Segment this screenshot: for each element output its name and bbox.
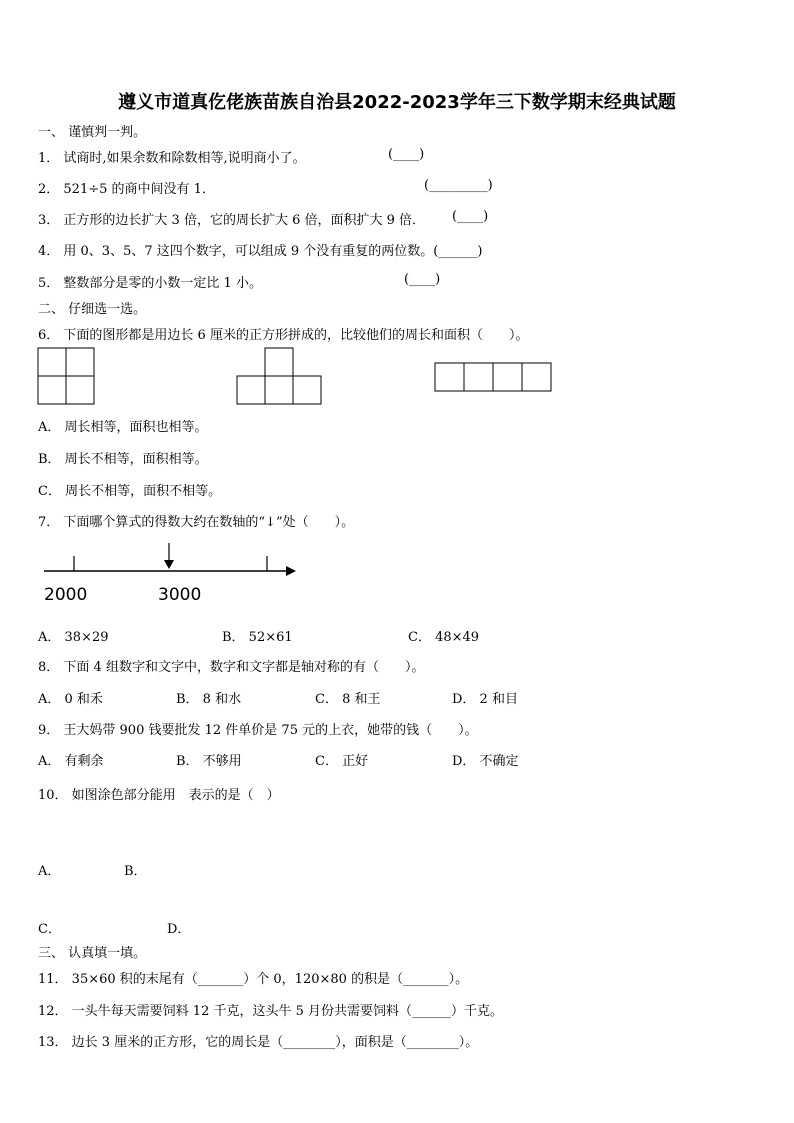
section-heading-3: 三、 认真填一填。 xyxy=(38,946,147,961)
q9-option-a[interactable]: A． 有剩余 xyxy=(38,754,104,769)
question-9: 9． 王大妈带 900 钱要批发 12 件单价是 75 元的上衣，她带的钱（ ）。 xyxy=(38,723,478,738)
question-12: 12． 一头牛每天需要饲料 12 千克，这头牛 5 月份共需要饲料（______）千克。 xyxy=(38,1004,504,1019)
answer-blank-5[interactable]: (____) xyxy=(404,272,441,287)
q10-option-b[interactable]: B． xyxy=(124,864,147,879)
q7-option-a[interactable]: A． 38×29 xyxy=(38,630,109,645)
q6-option-b[interactable]: B． 周长不相等，面积相等。 xyxy=(38,452,208,467)
q6-option-a[interactable]: A． 周长相等，面积也相等。 xyxy=(38,420,208,435)
question-4: 4． 用 0、3、5、7 这四个数字，可以组成 9 个没有重复的两位数。(______) xyxy=(38,244,483,259)
q7-option-b[interactable]: B． 52×61 xyxy=(222,630,293,645)
q8-option-d[interactable]: D． 2 和目 xyxy=(452,692,518,707)
question-7: 7． 下面哪个算式的得数大约在数轴的“↓”处（ ）。 xyxy=(38,515,355,530)
q8-option-c[interactable]: C． 8 和王 xyxy=(315,692,381,707)
q6-figure-1x4-strip xyxy=(434,362,554,394)
q10-option-d[interactable]: D． xyxy=(167,922,191,937)
question-11: 11． 35×60 积的末尾有（_______）个 0，120×80 的积是（_______）。 xyxy=(38,972,469,987)
question-6: 6． 下面的图形都是用边长 6 厘米的正方形拼成的，比较他们的周长和面积（ ）。 xyxy=(38,328,529,343)
q6-option-c[interactable]: C． 周长不相等，面积不相等。 xyxy=(38,484,222,499)
q9-option-b[interactable]: B． 不够用 xyxy=(176,754,242,769)
q10-option-a[interactable]: A． xyxy=(38,864,61,879)
question-1: 1． 试商时,如果余数和除数相等,说明商小了。 xyxy=(38,151,306,166)
question-8: 8． 下面 4 组数字和文字中，数字和文字都是轴对称的有（ ）。 xyxy=(38,660,425,675)
axis-label-3000: 3000 xyxy=(158,585,202,605)
section-heading-1: 一、 谨慎判一判。 xyxy=(38,125,147,140)
q7-number-line xyxy=(38,540,300,606)
q9-option-d[interactable]: D． 不确定 xyxy=(452,754,519,769)
q9-option-c[interactable]: C． 正好 xyxy=(315,754,369,769)
q7-option-c[interactable]: C． 48×49 xyxy=(408,630,480,645)
question-13: 13． 边长 3 厘米的正方形，它的周长是（________），面积是（________）。 xyxy=(38,1035,479,1050)
answer-blank-3[interactable]: (____) xyxy=(452,209,489,224)
answer-blank-2[interactable]: (_________) xyxy=(424,178,493,193)
question-3: 3． 正方形的边长扩大 3 倍，它的周长扩大 6 倍，面积扩大 9 倍． xyxy=(38,213,426,228)
q8-option-a[interactable]: A． 0 和禾 xyxy=(38,692,103,707)
question-10: 10． 如图涂色部分能用 表示的是（ ） xyxy=(38,788,280,803)
section-heading-2: 二、 仔细选一选。 xyxy=(38,302,147,317)
question-5: 5． 整数部分是零的小数一定比 1 小。 xyxy=(38,276,262,291)
q10-option-c[interactable]: C． xyxy=(38,922,61,937)
axis-label-2000: 2000 xyxy=(44,585,88,605)
q8-option-b[interactable]: B． 8 和水 xyxy=(176,692,242,707)
q6-figure-t-shape xyxy=(236,347,326,407)
q6-figure-2x2-square xyxy=(37,347,97,407)
question-2: 2． 521÷5 的商中间没有 1． xyxy=(38,182,215,197)
page-title: 遵义市道真仡佬族苗族自治县2022-2023学年三下数学期末经典试题 xyxy=(118,92,676,113)
answer-blank-1[interactable]: (____) xyxy=(388,147,425,162)
